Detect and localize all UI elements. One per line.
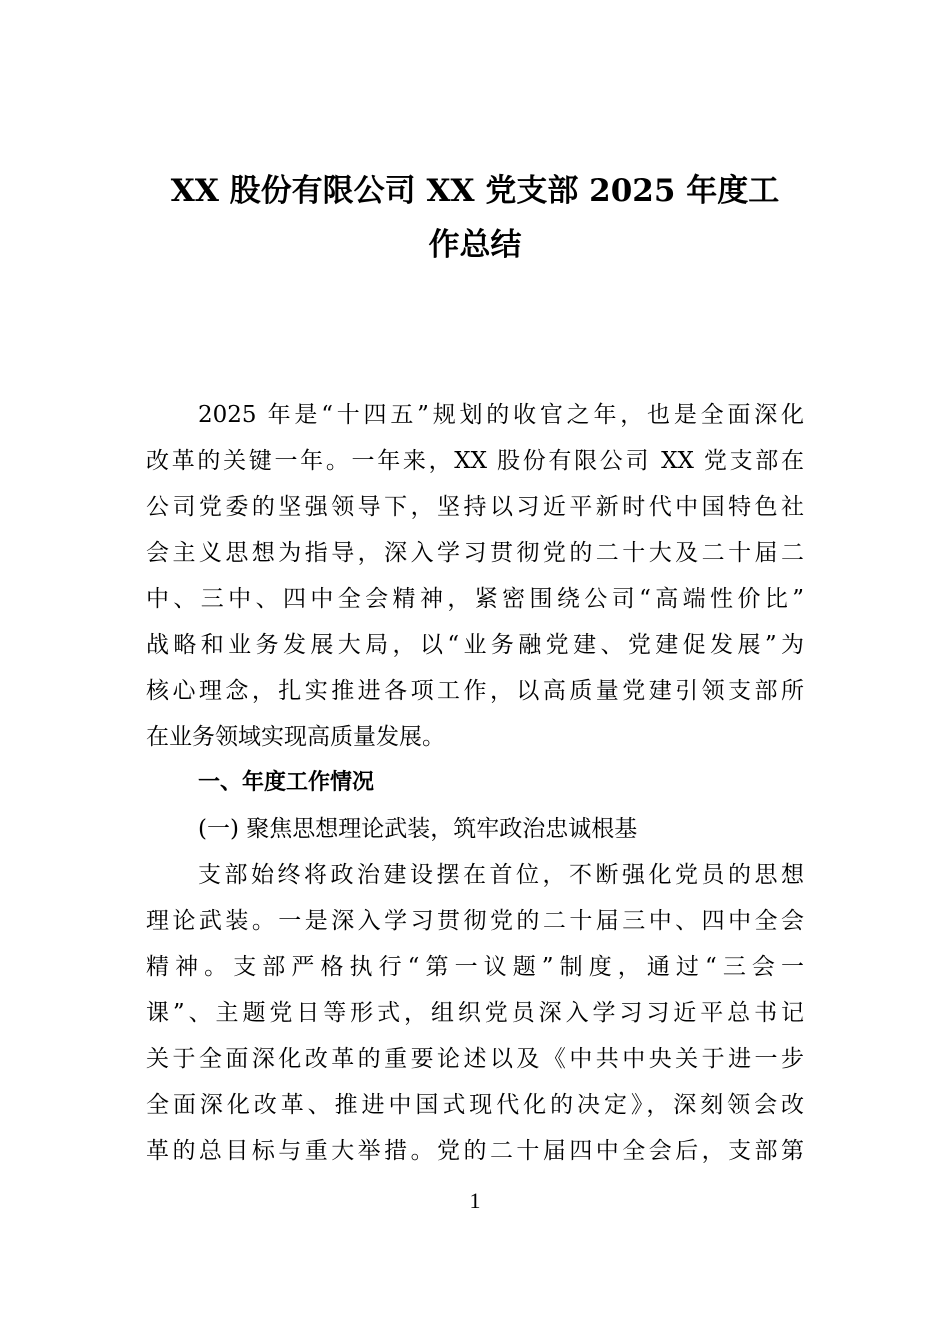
paragraph-line: 理论武装。一是深入学习贯彻党的二十届三中、四中全会	[146, 908, 804, 934]
paragraph-line: 支部始终将政治建设摆在首位，不断强化党员的思想	[198, 862, 804, 888]
paragraph-line: 精神。支部严格执行“第一议题”制度，通过“三会一	[146, 954, 804, 980]
paragraph-line: 战略和业务发展大局，以“业务融党建、党建促发展”为	[146, 632, 804, 658]
section-paragraph	[146, 852, 804, 1174]
document-title	[145, 164, 805, 272]
paragraph-line: 革的总目标与重大举措。党的二十届四中全会后，支部第	[146, 1138, 804, 1164]
intro-paragraph	[146, 392, 804, 760]
section-heading: 一、年度工作情况	[198, 770, 375, 795]
title-line-2: 作总结	[428, 227, 522, 263]
paragraph-line: 中、三中、四中全会精神，紧密围绕公司“高端性价比”	[146, 586, 804, 612]
paragraph-line: 关于全面深化改革的重要论述以及《中共中央关于进一步	[146, 1046, 804, 1072]
paragraph-line: 会主义思想为指导，深入学习贯彻党的二十大及二十届二	[146, 540, 804, 566]
paragraph-line: 全面深化改革、推进中国式现代化的决定》，深刻领会改	[146, 1092, 804, 1118]
paragraph-line: 公司党委的坚强领导下，坚持以习近平新时代中国特色社	[146, 494, 804, 520]
paragraph-line: 改革的关键一年。一年来，XX 股份有限公司 XX 党支部在	[146, 448, 804, 474]
page-number: 1	[469, 1188, 481, 1213]
subsection-heading: (一) 聚焦思想理论武装，筑牢政治忠诚根基	[198, 816, 638, 842]
paragraph-line: 2025 年是“十四五”规划的收官之年，也是全面深化	[198, 402, 804, 428]
title-line-1: XX 股份有限公司 XX 党支部 2025 年度工	[170, 173, 780, 209]
paragraph-line: 核心理念，扎实推进各项工作，以高质量党建引领支部所	[146, 678, 804, 704]
paragraph-line: 在业务领域实现高质量发展。	[146, 724, 445, 750]
paragraph-line: 课”、主题党日等形式，组织党员深入学习习近平总书记	[146, 1000, 804, 1026]
document-body	[146, 392, 804, 1174]
